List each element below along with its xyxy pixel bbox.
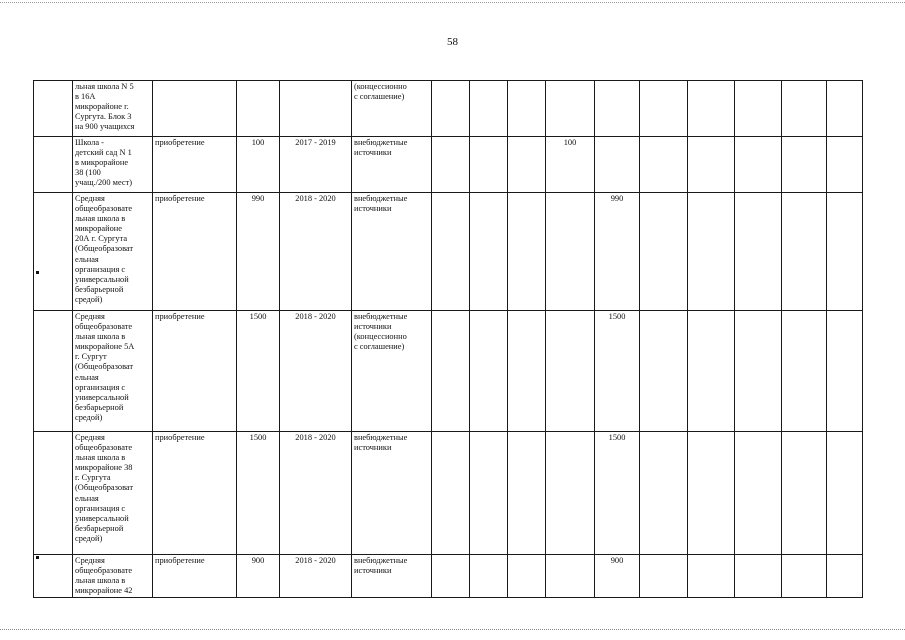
table-cell [640,432,688,555]
table-cell [470,137,508,193]
table-cell [34,81,73,137]
scan-mark [36,271,39,274]
table-cell [595,137,640,193]
acquisition-method-cell: приобретение [153,432,237,555]
period-cell: 2018 - 2020 [280,311,352,432]
table-cell [827,555,863,598]
table-cell [470,311,508,432]
table-cell [508,311,546,432]
object-name-cell: Средняя общеобразовате льная школа в микрорайоне 38 г. Сургута (Общеобразоват ельная организация с универсальной безбарьерной средой) [73,432,153,555]
table-row [34,432,863,555]
table-cell [432,81,470,137]
table-cell [34,311,73,432]
table-cell [640,311,688,432]
capacity-cell: 100 [237,137,280,193]
table-cell [640,555,688,598]
table-cell [34,193,73,311]
table-row [34,81,863,137]
scan-bottom-edge [0,629,905,630]
table-cell [735,81,782,137]
period-cell: 2017 - 2019 [280,137,352,193]
object-name-cell: льная школа N 5 в 16А микрорайоне г. Сургута. Блок 3 на 900 учащихся [73,81,153,137]
table-cell [688,137,735,193]
funding-source-cell: (концессионно с соглашение) [352,81,432,137]
table-row [34,311,863,432]
table-cell [782,81,827,137]
table-cell [735,311,782,432]
capacity-cell: 900 [237,555,280,598]
table-cell [508,137,546,193]
capacity-cell: 1500 [237,432,280,555]
table-cell [782,193,827,311]
table-cell [546,555,595,598]
table-cell [470,193,508,311]
year-value-cell: 100 [546,137,595,193]
scan-mark [36,556,39,559]
table-cell [640,193,688,311]
year-value-cell: 900 [595,555,640,598]
table-cell [827,311,863,432]
funding-source-cell: внебюджетные источники [352,137,432,193]
year-value-cell: 1500 [595,432,640,555]
table-cell [827,81,863,137]
funding-source-cell: внебюджетные источники [352,193,432,311]
table-row [34,137,863,193]
capacity-cell: 1500 [237,311,280,432]
table-cell [782,432,827,555]
acquisition-method-cell: приобретение [153,555,237,598]
scan-top-edge [0,2,905,3]
table-cell [640,137,688,193]
table-cell [508,555,546,598]
table-cell [595,81,640,137]
table-cell [735,555,782,598]
funding-source-cell: внебюджетные источники [352,432,432,555]
table-cell [432,193,470,311]
table-cell [688,432,735,555]
table-cell [827,137,863,193]
table-cell [34,555,73,598]
object-name-cell: Школа - детский сад N 1 в микрорайоне 38 (100 учащ./200 мест) [73,137,153,193]
year-value-cell: 1500 [595,311,640,432]
table-cell [34,432,73,555]
capacity-cell: 990 [237,193,280,311]
acquisition-method-cell: приобретение [153,137,237,193]
table-cell [782,555,827,598]
table-cell [640,81,688,137]
object-name-cell: Средняя общеобразовате льная школа в микрорайоне 42 [73,555,153,598]
table-cell [735,137,782,193]
table-cell [546,311,595,432]
page-number: 58 [447,36,458,48]
acquisition-method-cell: приобретение [153,193,237,311]
data-table [33,80,863,598]
table-row [34,193,863,311]
funding-source-cell: внебюджетные источники (концессионно с соглашение) [352,311,432,432]
table-cell [508,81,546,137]
table-cell [508,193,546,311]
table-cell [688,81,735,137]
table-cell [34,137,73,193]
table-cell [782,137,827,193]
year-value-cell: 990 [595,193,640,311]
table-cell [688,311,735,432]
table-cell [782,311,827,432]
table-cell [546,193,595,311]
table-row [34,555,863,598]
object-name-cell: Средняя общеобразовате льная школа в микрорайоне 5А г. Сургут (Общеобразоват ельная организация с универсальной безбарьерной средой) [73,311,153,432]
funding-source-cell: внебюджетные источники [352,555,432,598]
table-cell [827,432,863,555]
acquisition-method-cell [153,81,237,137]
period-cell: 2018 - 2020 [280,555,352,598]
table-cell [735,193,782,311]
capacity-cell [237,81,280,137]
acquisition-method-cell: приобретение [153,311,237,432]
table-cell [827,193,863,311]
period-cell [280,81,352,137]
table-cell [470,555,508,598]
table-cell [546,81,595,137]
table-cell [432,555,470,598]
table-cell [470,81,508,137]
table-cell [735,432,782,555]
table-cell [432,137,470,193]
table-cell [508,432,546,555]
object-name-cell: Средняя общеобразовате льная школа в микрорайоне 20А г. Сургута (Общеобразоват ельная организация с универсальной безбарьерной средой) [73,193,153,311]
table-cell [432,311,470,432]
table-cell [688,193,735,311]
table-cell [432,432,470,555]
table-cell [688,555,735,598]
table-wrapper [33,80,863,598]
period-cell: 2018 - 2020 [280,193,352,311]
period-cell: 2018 - 2020 [280,432,352,555]
table-cell [470,432,508,555]
table-cell [546,432,595,555]
